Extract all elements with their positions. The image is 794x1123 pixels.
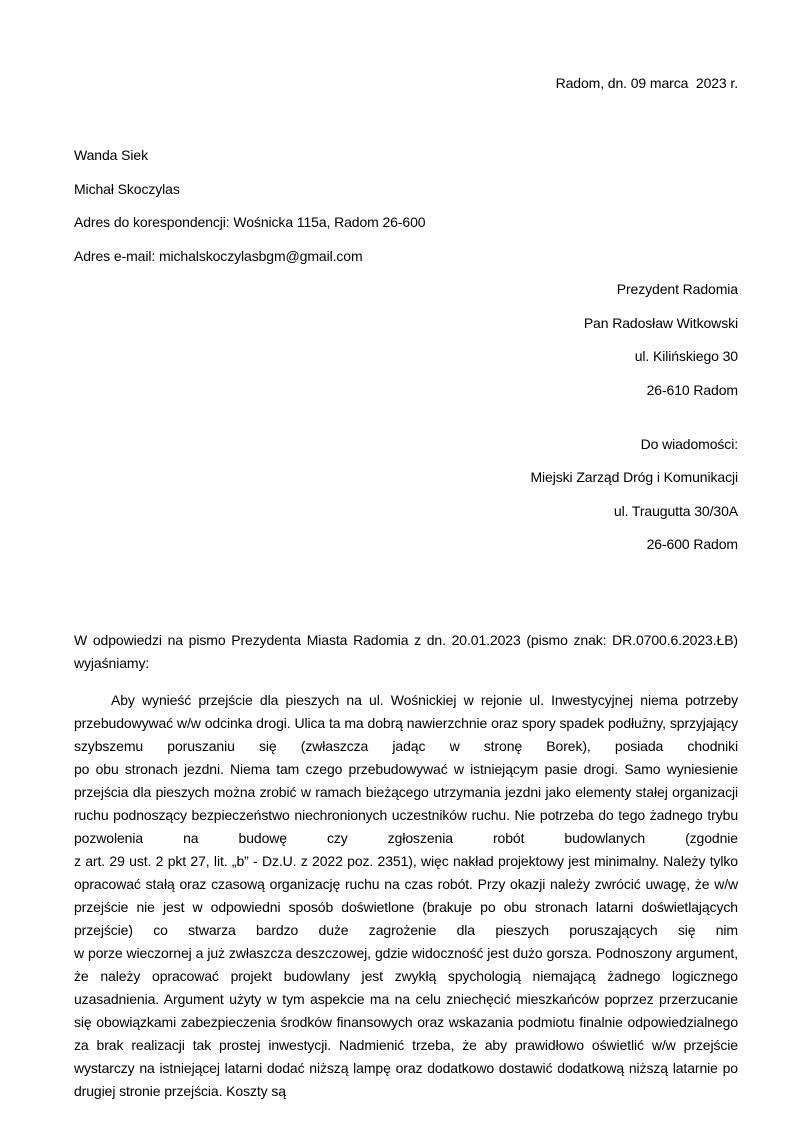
body-paragraph-segment: z art. 29 ust. 2 pkt 27, lit. „b” - Dz.U. z 2022 poz. 2351), więc nakład projektowy jest minimalny. Należy tylko opracować stałą oraz czasową organizację ruchu na czas robót. Przy okazji należy zwrócić uwagę, że w/w przejście nie jest w odpowiedni sposób doświetlone (brakuje po obu stronach latarni doświetlających przejście) co stwarza bardzo duże zagrożenie dla pieszych poruszających się nim: [74, 853, 738, 938]
sender-name-2: Michał Skoczylas: [74, 180, 180, 197]
intro-paragraph: W odpowiedzi na pismo Prezydenta Miasta Radomia z dn. 20.01.2023 (pismo znak: DR.0700.6.2023.ŁB) wyjaśniamy:: [74, 632, 738, 671]
sender-block: [74, 145, 738, 267]
recipient-name: Pan Radosław Witkowski: [583, 314, 738, 331]
body-block: [74, 689, 738, 1103]
date-line: Radom, dn. 09 marca 2023 r.: [555, 75, 738, 91]
sender-name: Wanda Siek: [74, 147, 148, 163]
cc-city: 26-600 Radom: [646, 536, 738, 552]
recipient-street: ul. Kilińskiego 30: [634, 348, 738, 364]
body-paragraph-segment: Aby wynieść przejście dla pieszych na ul. Wośnickiej w rejonie ul. Inwestycyjnej niema potrzeby przebudowywać w/w odcinka drogi. Ulica ta ma dobrą nawierzchnie oraz spory spadek podłużny, sprzyjający szybszemu poruszaniu się (zwłaszcza jadąc w stronę Borek), posiada chodniki: [74, 692, 738, 754]
body-paragraph-segment: w porze wieczornej a już zwłaszcza deszczowej, gdzie widoczność jest dużo gorsza. Podnoszony argument, że należy opracować projekt budowlany jest zwykłą spychologią niemającą żadnego logicznego uzasadnienia. Argument użyty w tym aspekcie ma na celu zniechęcić mieszkańców poprzez przerzucanie się obowiązkami zabezpieczenia środków finansowych oraz wskazania podmiotu finalnie odpowiedzialnego za brak realizacji tak prostej inwestycji. Nadmienić trzeba, że aby prawidłowo oświetlić w/w przejście wystarczy na istniejącej latarni dodać niższą lampę oraz dodatkowo dostawić dodatkową niższą latarnie po drugiej stronie przejścia. Koszty są: [74, 945, 738, 1099]
cc-street: ul. Traugutta 30/30A: [613, 502, 738, 519]
recipient-block: [74, 279, 738, 401]
sender-postal-address: Adres do korespondencji: Wośnicka 115a, Radom 26-600: [74, 214, 426, 230]
cc-heading: Do wiadomości:: [640, 435, 738, 452]
body-paragraph-segment: po obu stronach jezdni. Niema tam czego przebudowywać w istniejącym pasie drogi. Samo wyniesienie przejścia dla pieszych można zrobić w ramach bieżącego utrzymania jezdni jako elementy stałej organizacji ruchu podnoszący bezpieczeństwo niechronionych uczestników ruchu. Nie potrzeba do tego żadnego trybu pozwolenia na budowę czy zgłoszenia robót budowlanych (zgodnie: [74, 761, 738, 846]
cc-organization: Miejski Zarząd Dróg i Komunikacji: [530, 469, 738, 485]
recipient-title: Prezydent Radomia: [616, 281, 738, 297]
recipient-city: 26-610 Radom: [646, 381, 738, 398]
sender-email: Adres e-mail: michalskoczylasbgm@gmail.com: [74, 247, 363, 264]
cc-block: [74, 434, 738, 556]
